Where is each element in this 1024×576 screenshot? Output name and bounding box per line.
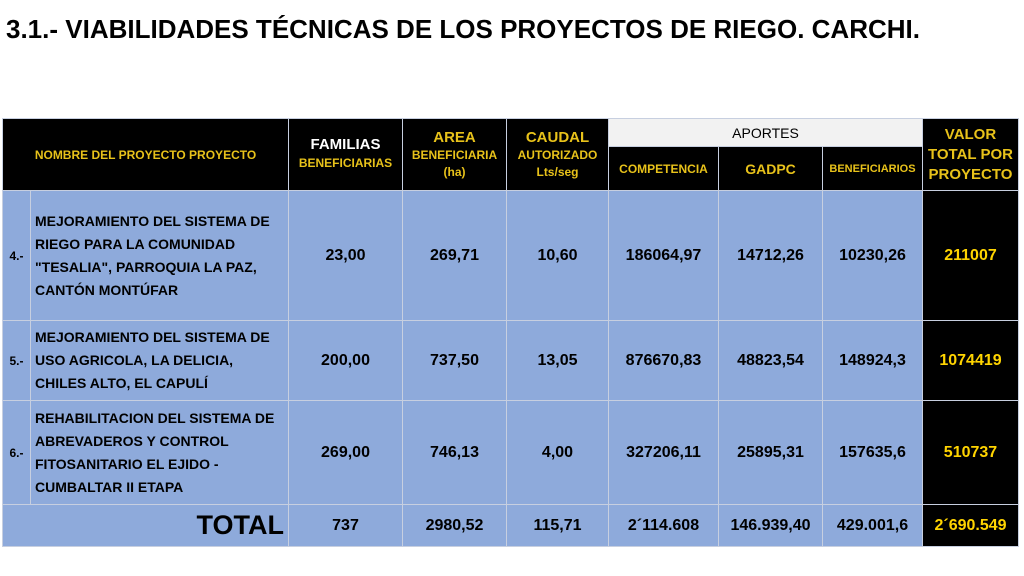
header-aportes: APORTES bbox=[609, 119, 923, 147]
beneficiarios-value: 157635,6 bbox=[823, 401, 923, 505]
header-caudal-line1: CAUDAL bbox=[525, 129, 590, 146]
totals-familias: 737 bbox=[289, 505, 403, 547]
area-value: 737,50 bbox=[403, 321, 507, 401]
familias-value: 23,00 bbox=[289, 191, 403, 321]
header-valor-line1: VALOR bbox=[944, 125, 997, 143]
totals-label: TOTAL bbox=[3, 505, 289, 547]
gadpc-value: 48823,54 bbox=[719, 321, 823, 401]
header-caudal-line3: Lts/seg bbox=[536, 165, 579, 179]
familias-value: 200,00 bbox=[289, 321, 403, 401]
beneficiarios-value: 10230,26 bbox=[823, 191, 923, 321]
header-caudal bbox=[507, 119, 609, 191]
gadpc-value: 14712,26 bbox=[719, 191, 823, 321]
competencia-value: 327206,11 bbox=[609, 401, 719, 505]
caudal-value: 4,00 bbox=[507, 401, 609, 505]
totals-caudal: 115,71 bbox=[507, 505, 609, 547]
header-caudal-line2: AUTORIZADO bbox=[517, 148, 598, 162]
totals-grand-total: 2´690.549 bbox=[923, 505, 1019, 547]
header-familias bbox=[289, 119, 403, 191]
beneficiarios-value: 148924,3 bbox=[823, 321, 923, 401]
totals-gadpc: 146.939,40 bbox=[719, 505, 823, 547]
header-area-line1: AREA bbox=[433, 129, 476, 146]
header-beneficiarios: BENEFICIARIOS bbox=[823, 147, 923, 191]
project-name: REHABILITACION DEL SISTEMA DE ABREVADEROS Y CONTROL FITOSANITARIO EL EJIDO - CUMBALTAR II ETAPA bbox=[31, 401, 289, 505]
familias-value: 269,00 bbox=[289, 401, 403, 505]
header-area bbox=[403, 119, 507, 191]
table-row bbox=[3, 401, 1019, 505]
totals-area: 2980,52 bbox=[403, 505, 507, 547]
totals-beneficiarios: 429.001,6 bbox=[823, 505, 923, 547]
row-number: 6.- bbox=[3, 401, 31, 505]
header-competencia: COMPETENCIA bbox=[609, 147, 719, 191]
totals-row bbox=[3, 505, 1019, 547]
projects-table bbox=[2, 118, 1019, 547]
competencia-value: 876670,83 bbox=[609, 321, 719, 401]
table-row bbox=[3, 321, 1019, 401]
competencia-value: 186064,97 bbox=[609, 191, 719, 321]
header-area-line2: BENEFICIARIA bbox=[411, 148, 498, 162]
page-title: 3.1.- VIABILIDADES TÉCNICAS DE LOS PROYECTOS DE RIEGO. CARCHI. bbox=[6, 14, 920, 44]
header-familias-line2: BENEFICIARIAS bbox=[298, 156, 393, 170]
header-nombre: NOMBRE DEL PROYECTO PROYECTO bbox=[3, 119, 289, 191]
header-gadpc: GADPC bbox=[719, 147, 823, 191]
project-total-value: 211007 bbox=[923, 191, 1019, 321]
gadpc-value: 25895,31 bbox=[719, 401, 823, 505]
area-value: 269,71 bbox=[403, 191, 507, 321]
project-name: MEJORAMIENTO DEL SISTEMA DE USO AGRICOLA, LA DELICIA, CHILES ALTO, EL CAPULÍ bbox=[31, 321, 289, 401]
area-value: 746,13 bbox=[403, 401, 507, 505]
project-total-value: 510737 bbox=[923, 401, 1019, 505]
header-valor-line3: PROYECTO bbox=[928, 165, 1013, 183]
totals-competencia: 2´114.608 bbox=[609, 505, 719, 547]
caudal-value: 10,60 bbox=[507, 191, 609, 321]
row-number: 5.- bbox=[3, 321, 31, 401]
project-name: MEJORAMIENTO DEL SISTEMA DE RIEGO PARA LA COMUNIDAD "TESALIA", PARROQUIA LA PAZ, CANTÓN MONTÚFAR bbox=[31, 191, 289, 321]
table-row bbox=[3, 191, 1019, 321]
header-valor-total bbox=[923, 119, 1019, 191]
header-familias-line1: FAMILIAS bbox=[310, 136, 381, 153]
project-total-value: 1074419 bbox=[923, 321, 1019, 401]
header-area-line3: (ha) bbox=[443, 165, 466, 179]
header-valor-line2: TOTAL POR bbox=[927, 145, 1013, 163]
caudal-value: 13,05 bbox=[507, 321, 609, 401]
row-number: 4.- bbox=[3, 191, 31, 321]
